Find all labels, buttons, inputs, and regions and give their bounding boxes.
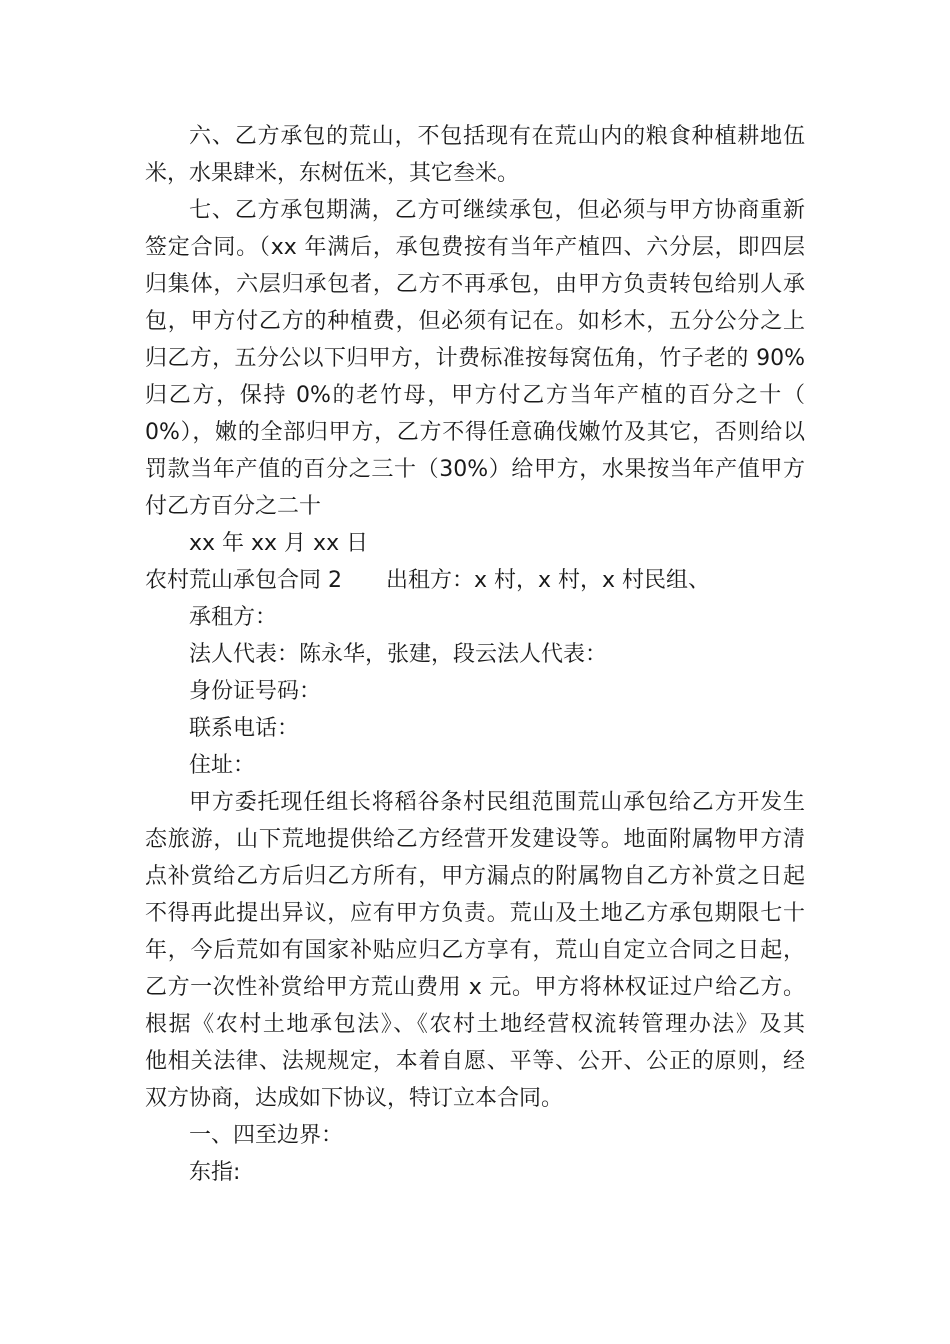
paragraph-line: 双方协商，达成如下协议，特订立本合同。 [145,1086,564,1111]
address-field: 住址： [189,753,256,778]
paragraph-line: 六、乙方承包的荒山，不包括现有在荒山内的粮食种植耕地伍 [189,124,805,149]
paragraph-line: 甲方委托现任组长将稻谷条村民组范围荒山承包给乙方开发生 [189,790,805,815]
id-number-field: 身份证号码： [189,679,322,704]
paragraph-line: 包，甲方付乙方的种植费，但必须有记在。如杉木，五分公分之上 [145,309,805,334]
date-line: xx 年 xx 月 xx 日 [189,531,369,556]
phone-field: 联系电话： [189,716,300,741]
paragraph-line: 态旅游，山下荒地提供给乙方经营开发建设等。地面附属物甲方清 [145,827,805,852]
paragraph-line: 乙方一次性补赏给甲方荒山费用 x 元。甲方将林权证过户给乙方。 [145,975,805,1000]
paragraph-line: 付乙方百分之二十 [145,494,322,519]
heading-line [145,562,805,599]
paragraph-line: 归乙方，五分公以下归甲方，计费标准按每窝伍角，竹子老的 90% [145,346,805,371]
paragraph-line: 他相关法律、法规规定，本着自愿、平等、公开、公正的原则，经 [145,1049,805,1074]
contract-title: 农村荒山承包合同 2 [145,568,342,593]
document-body [145,118,805,1191]
lessor-field: 出租方：x 村，x 村，x 村民组、 [386,568,711,593]
paragraph-line: 点补赏给乙方后归乙方所有，甲方漏点的附属物自乙方补赏之日起 [145,864,805,889]
paragraph-line: 米，水果肆米，东树伍米，其它叁米。 [145,161,520,186]
paragraph-line: 归乙方，保持 0%的老竹母，甲方付乙方当年产植的百分之十（ [145,383,805,408]
paragraph-line: 罚款当年产值的百分之三十（30%）给甲方，水果按当年产值甲方 [145,457,805,482]
paragraph-line: 归集体，六层归承包者，乙方不再承包，由甲方负责转包给别人承 [145,272,805,297]
paragraph-line: 0%），嫩的全部归甲方，乙方不得任意确伐嫩竹及其它，否则给以 [145,420,805,445]
boundary-east: 东指: [189,1160,241,1185]
lessee-field: 承租方： [189,605,278,630]
paragraph-line: 签定合同。（xx 年满后，承包费按有当年产植四、六分层，即四层 [145,235,805,260]
paragraph-line: 年，今后荒如有国家补贴应归乙方享有，荒山自定立合同之日起， [145,938,805,963]
paragraph-line: 七、乙方承包期满，乙方可继续承包，但必须与甲方协商重新 [189,198,805,223]
legal-rep-field: 法人代表：陈永华，张建，段云法人代表： [189,642,608,667]
section-heading: 一、四至边界： [189,1123,344,1148]
paragraph-line: 根据《农村土地承包法》、《农村土地经营权流转管理办法》及其 [145,1012,805,1037]
paragraph-line: 不得再此提出异议，应有甲方负责。荒山及土地乙方承包期限七十 [145,901,805,926]
